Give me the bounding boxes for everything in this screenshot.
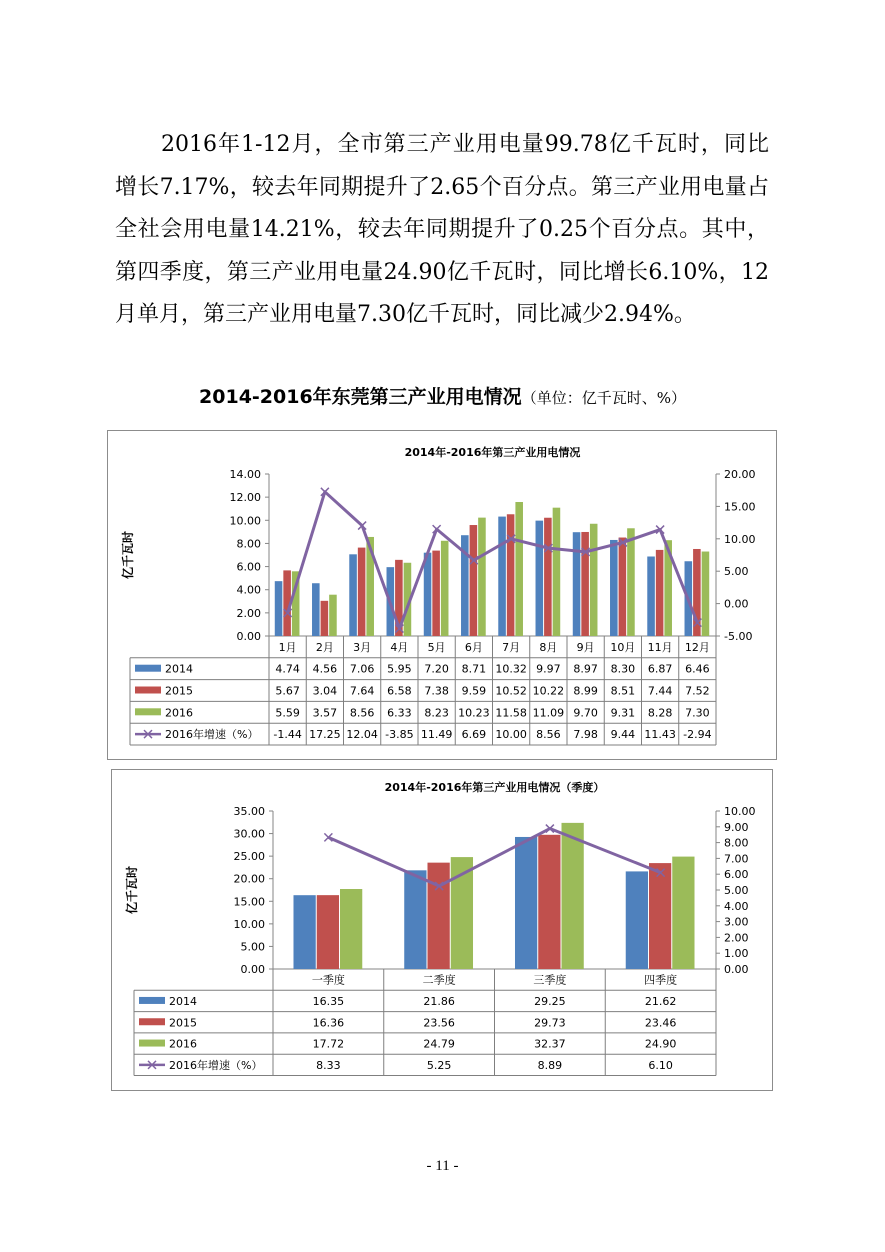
data-label: 3.57 xyxy=(312,706,338,720)
y2-tick-label: 8.00 xyxy=(724,836,749,850)
monthly-chart-svg xyxy=(108,431,778,761)
data-label: -3.85 xyxy=(385,728,414,742)
data-label: 9.97 xyxy=(536,662,561,676)
y2-tick-label: -5.00 xyxy=(724,630,753,643)
legend-key-2014 xyxy=(139,997,165,1004)
bar-2014-3月 xyxy=(349,554,357,636)
data-label: 4.56 xyxy=(312,662,338,676)
data-label: 8.23 xyxy=(424,706,449,720)
y2-tick-label: 9.00 xyxy=(724,820,749,834)
bar-2014-8月 xyxy=(536,521,544,636)
x-category-label: 12月 xyxy=(684,640,710,654)
bar-2016-9月 xyxy=(590,524,598,636)
data-label: 16.36 xyxy=(312,1016,345,1030)
y-tick-label: 10.00 xyxy=(233,917,265,931)
bar-2014-9月 xyxy=(573,532,581,636)
bar-2015-四季度 xyxy=(649,863,671,969)
y-axis-label: 亿千瓦时 xyxy=(125,865,139,915)
data-label: 8.28 xyxy=(647,706,673,720)
bar-2015-二季度 xyxy=(427,863,449,969)
data-label: 7.52 xyxy=(685,684,710,698)
data-label: 8.51 xyxy=(610,684,636,698)
y-tick-label: 20.00 xyxy=(233,872,265,886)
bar-2015-2月 xyxy=(321,601,329,636)
data-label: 3.04 xyxy=(312,684,338,698)
bar-2016-6月 xyxy=(478,518,486,636)
y-tick-label: 8.00 xyxy=(236,537,261,551)
y-tick-label: 4.00 xyxy=(236,583,261,597)
y-tick-label: 5.00 xyxy=(240,940,265,954)
bar-2016-5月 xyxy=(441,541,449,636)
y2-tick-label: 10.00 xyxy=(724,532,756,546)
section-title xyxy=(0,382,885,409)
y2-tick-label: 5.00 xyxy=(724,884,749,897)
data-label: 10.32 xyxy=(495,662,527,676)
legend-label: 2014 xyxy=(165,662,193,676)
data-label: 6.10 xyxy=(648,1058,673,1072)
bar-2014-7月 xyxy=(498,517,506,636)
bar-2015-3月 xyxy=(358,548,366,636)
legend-label: 2016年增速（%） xyxy=(165,728,259,742)
data-label: 6.46 xyxy=(685,662,710,676)
bar-2015-9月 xyxy=(581,532,589,636)
legend-label: 2016 xyxy=(165,706,193,720)
data-label: 5.59 xyxy=(275,706,300,720)
bar-2016-一季度 xyxy=(340,889,362,969)
legend-label: 2015 xyxy=(169,1016,197,1030)
data-label: 9.31 xyxy=(610,706,636,720)
chart-title: 2014年-2016年第三产业用电情况（季度） xyxy=(384,781,605,794)
y2-tick-label: 5.00 xyxy=(724,565,749,579)
data-label: 5.25 xyxy=(426,1058,452,1072)
legend-label: 2015 xyxy=(165,684,193,698)
growth-line xyxy=(328,829,660,887)
bar-2014-10月 xyxy=(610,540,618,636)
section-unit: （单位：亿千瓦时、%） xyxy=(521,389,686,407)
data-label: 8.33 xyxy=(316,1058,341,1072)
legend-label: 2016年增速（%） xyxy=(169,1058,263,1072)
data-label: 7.20 xyxy=(424,662,449,676)
bar-2015-6月 xyxy=(470,525,478,636)
page-number: - 11 - xyxy=(426,1158,459,1174)
y2-tick-label: 7.00 xyxy=(724,852,749,866)
y-tick-label: 0.00 xyxy=(240,963,265,976)
x-category-label: 2月 xyxy=(315,640,334,654)
data-label: 24.79 xyxy=(423,1037,455,1051)
data-label: 8.56 xyxy=(536,728,561,742)
data-label: -2.94 xyxy=(683,728,712,742)
y-tick-label: 25.00 xyxy=(233,850,265,864)
data-label: 11.49 xyxy=(420,728,453,742)
y-tick-label: 15.00 xyxy=(233,895,265,909)
y-tick-label: 30.00 xyxy=(233,827,265,841)
data-label: 17.25 xyxy=(309,728,341,742)
data-label: -1.44 xyxy=(273,728,302,742)
bar-2016-三季度 xyxy=(562,823,584,969)
y2-tick-label: 1.00 xyxy=(724,947,749,961)
data-label: 10.23 xyxy=(458,706,490,720)
bar-2015-三季度 xyxy=(538,835,560,969)
x-category-label: 7月 xyxy=(502,640,521,654)
x-category-label: 5月 xyxy=(427,640,446,654)
x-category-label: 二季度 xyxy=(422,973,456,987)
data-label: 11.09 xyxy=(532,706,565,720)
y-tick-label: 10.00 xyxy=(229,514,261,528)
data-label: 9.70 xyxy=(573,706,598,720)
y2-tick-label: 10.00 xyxy=(724,805,756,818)
data-label: 8.71 xyxy=(461,662,487,676)
data-label: 6.58 xyxy=(387,684,412,698)
data-label: 32.37 xyxy=(534,1037,566,1051)
data-label: 16.35 xyxy=(312,994,345,1008)
data-label: 8.89 xyxy=(537,1058,563,1072)
bar-2016-8月 xyxy=(553,508,561,636)
bar-2015-7月 xyxy=(507,514,515,636)
y2-tick-label: 6.00 xyxy=(724,868,749,882)
data-label: 7.06 xyxy=(349,662,375,676)
data-label: 6.33 xyxy=(387,706,412,720)
y-tick-label: 2.00 xyxy=(236,606,261,620)
data-label: 11.43 xyxy=(644,728,676,742)
data-label: 6.69 xyxy=(461,728,487,742)
data-label: 21.62 xyxy=(644,994,677,1008)
legend-key-2015 xyxy=(139,1018,165,1025)
data-label: 7.44 xyxy=(647,684,673,698)
data-label: 5.95 xyxy=(387,662,412,676)
y-tick-label: 35.00 xyxy=(233,805,265,818)
y-tick-label: 14.00 xyxy=(229,468,261,481)
data-label: 11.58 xyxy=(495,706,527,720)
data-label: 4.74 xyxy=(275,662,300,676)
y-tick-label: 12.00 xyxy=(229,491,261,505)
data-label: 8.56 xyxy=(349,706,375,720)
data-label: 17.72 xyxy=(312,1037,345,1051)
legend-label: 2016 xyxy=(169,1037,197,1051)
y-tick-label: 0.00 xyxy=(236,630,261,643)
bar-2015-一季度 xyxy=(317,895,339,969)
x-category-label: 四季度 xyxy=(644,973,678,987)
bar-2016-7月 xyxy=(515,502,523,636)
y2-tick-label: 4.00 xyxy=(724,899,749,913)
data-label: 10.22 xyxy=(532,684,565,698)
y2-tick-label: 20.00 xyxy=(724,468,756,481)
body-paragraph xyxy=(115,124,769,337)
data-label: 29.25 xyxy=(534,994,566,1008)
legend-key-2016 xyxy=(139,1040,165,1047)
bar-2014-1月 xyxy=(275,581,283,636)
bar-2015-8月 xyxy=(544,518,552,636)
bar-2014-三季度 xyxy=(515,837,537,969)
x-category-label: 8月 xyxy=(539,640,558,654)
bar-2014-5月 xyxy=(424,553,432,636)
bar-2014-四季度 xyxy=(626,871,648,969)
monthly-chart xyxy=(107,430,777,760)
data-label: 12.04 xyxy=(346,728,378,742)
data-label: 29.73 xyxy=(534,1016,566,1030)
data-label: 8.30 xyxy=(610,662,636,676)
growth-line xyxy=(288,492,698,629)
data-label: 7.64 xyxy=(349,684,375,698)
x-category-label: 6月 xyxy=(464,640,483,654)
data-label: 10.52 xyxy=(495,684,527,698)
data-label: 21.86 xyxy=(423,994,455,1008)
bar-2014-一季度 xyxy=(293,895,315,969)
x-category-label: 一季度 xyxy=(311,973,345,987)
legend-label: 2014 xyxy=(169,994,197,1008)
bar-2016-2月 xyxy=(329,595,337,636)
data-label: 8.97 xyxy=(573,662,598,676)
data-label: 7.98 xyxy=(573,728,598,742)
y2-tick-label: 0.00 xyxy=(724,963,749,976)
data-label: 23.56 xyxy=(423,1016,455,1030)
y2-tick-label: 2.00 xyxy=(724,931,749,945)
bar-2015-10月 xyxy=(619,538,627,636)
data-label: 7.30 xyxy=(685,706,710,720)
data-label: 10.00 xyxy=(495,728,527,742)
x-category-label: 3月 xyxy=(353,640,372,654)
data-label: 24.90 xyxy=(644,1037,677,1051)
section-title-text: 2014-2016年东莞第三产业用电情况 xyxy=(199,386,522,408)
bar-2014-二季度 xyxy=(404,870,426,969)
bar-2015-11月 xyxy=(656,550,664,636)
legend-key-2015 xyxy=(135,687,161,694)
paragraph-text: 2016年1-12月，全市第三产业用电量99.78亿千瓦时，同比增长7.17%，较去年同期提升了2.65个百分点。第三产业用电量占全社会用电量14.21%，较去年同期提升了0.25个百分点。其中，第四季度，第三产业用电量24.90亿千瓦时，同比增长6.10%，12月单月，第三产业用电量7.30亿千瓦时，同比减少2.94%。 xyxy=(115,132,769,327)
bar-2016-10月 xyxy=(627,528,635,636)
data-label: 6.87 xyxy=(647,662,673,676)
y2-tick-label: 0.00 xyxy=(724,597,749,611)
x-category-label: 4月 xyxy=(390,640,409,654)
data-label: 23.46 xyxy=(644,1016,677,1030)
quarterly-chart-svg xyxy=(112,770,774,1092)
y-tick-label: 6.00 xyxy=(236,560,261,574)
x-category-label: 三季度 xyxy=(533,973,567,987)
x-category-label: 10月 xyxy=(610,640,636,654)
bar-2015-5月 xyxy=(432,551,440,636)
data-label: 9.44 xyxy=(610,728,636,742)
quarterly-chart xyxy=(111,769,773,1091)
bar-2014-11月 xyxy=(647,557,655,636)
x-category-label: 9月 xyxy=(576,640,595,654)
chart-title: 2014年-2016年第三产业用电情况 xyxy=(404,446,581,459)
x-category-label: 1月 xyxy=(278,640,297,654)
data-label: 5.67 xyxy=(275,684,300,698)
y2-tick-label: 15.00 xyxy=(724,500,756,514)
x-category-label: 11月 xyxy=(647,640,673,654)
y-axis-label: 亿千瓦时 xyxy=(121,530,135,580)
legend-key-2014 xyxy=(135,665,161,672)
data-label: 7.38 xyxy=(424,684,449,698)
data-label: 9.59 xyxy=(461,684,487,698)
data-label: 8.99 xyxy=(573,684,598,698)
bar-2016-12月 xyxy=(702,552,710,636)
legend-key-2016 xyxy=(135,708,161,715)
bar-2014-2月 xyxy=(312,583,320,636)
y2-tick-label: 3.00 xyxy=(724,915,749,929)
bar-2016-四季度 xyxy=(672,857,694,969)
